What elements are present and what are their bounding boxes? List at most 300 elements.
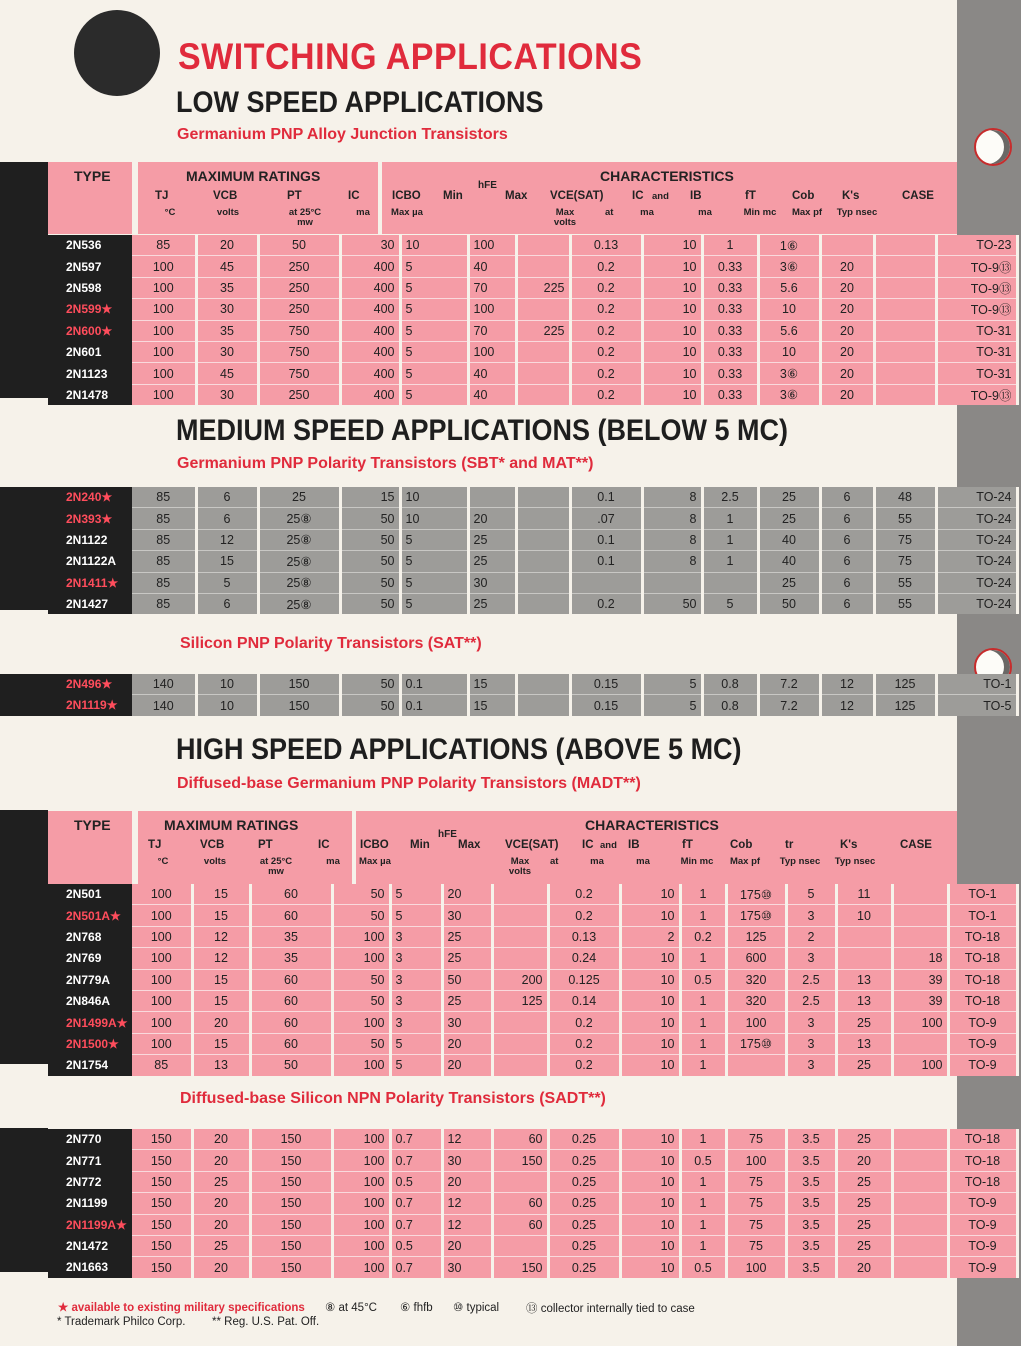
table-cell: 5 — [390, 1055, 442, 1076]
table-cell: 100 — [332, 1012, 390, 1033]
table-cell — [492, 1012, 548, 1033]
table-cell: 50 — [340, 572, 400, 593]
table-cell: 50 — [332, 884, 390, 905]
table-cell — [874, 235, 936, 256]
table-cell: 1 — [680, 1214, 726, 1235]
table-cell: 55 — [874, 508, 936, 529]
hfe_max-label: Max — [458, 839, 481, 851]
table-cell: TO-31 — [936, 363, 1017, 384]
table-cell: 0.1 — [570, 529, 642, 550]
table-cell: 100 — [332, 926, 390, 947]
table-cell: 20 — [442, 1033, 492, 1054]
table-cell — [492, 1171, 548, 1192]
table-cell: 10 — [620, 1055, 680, 1076]
table-cell: 100 — [132, 363, 196, 384]
ic-unit-label: ma — [356, 207, 370, 218]
medium-speed-heading: MEDIUM SPEED APPLICATIONS (BELOW 5 MC) — [176, 414, 789, 447]
table-cell: 7.2 — [758, 674, 820, 695]
table-cell: 85 — [132, 551, 196, 572]
table-cell: 2 — [620, 926, 680, 947]
table-cell: 50 — [250, 1055, 332, 1076]
table-cell: 85 — [132, 1055, 192, 1076]
table-cell: 6 — [820, 593, 874, 614]
table-row — [48, 487, 1017, 508]
table-cell: 0.33 — [702, 320, 758, 341]
table-cell: 0.25 — [548, 1193, 620, 1214]
table-cell: 25 — [192, 1235, 250, 1256]
table-cell: 10 — [836, 905, 892, 926]
table-cell: 0.13 — [570, 235, 642, 256]
table-cell: 1 — [680, 1129, 726, 1150]
table-cell: 3⑥ — [758, 363, 820, 384]
table-cell: 5 — [642, 695, 702, 716]
table-cell: 3 — [390, 948, 442, 969]
table-cell: TO-9 — [948, 1235, 1017, 1256]
table-cell: 10 — [620, 1235, 680, 1256]
ks-unit-label: Typ nsec — [834, 856, 876, 867]
pt-label: PT — [258, 839, 273, 851]
table-cell: 10 — [642, 320, 702, 341]
table-cell: TO-1 — [948, 884, 1017, 905]
table-cell: TO-9⑬ — [936, 299, 1017, 320]
table-cell — [516, 487, 570, 508]
table-cell: 12 — [442, 1193, 492, 1214]
table-cell: 25 — [836, 1012, 892, 1033]
table-cell: 10 — [758, 299, 820, 320]
table-cell: 20 — [820, 363, 874, 384]
table-row — [48, 884, 1017, 905]
type-cell: 2N770 — [48, 1129, 132, 1150]
table-cell: 3⑥ — [758, 384, 820, 405]
table-cell: 0.2 — [570, 256, 642, 277]
table-row — [48, 1235, 1017, 1256]
table-cell: 0.2 — [570, 320, 642, 341]
tr-label: tr — [785, 839, 794, 851]
table-cell — [516, 384, 570, 405]
footnote-registered: ** Reg. U.S. Pat. Off. — [212, 1316, 320, 1328]
table-cell: 150 — [250, 1171, 332, 1192]
table-cell: 3.5 — [786, 1193, 836, 1214]
table-cell: 60 — [250, 1033, 332, 1054]
table-cell: 150 — [132, 1257, 192, 1278]
table-cell: 25⑧ — [258, 551, 340, 572]
table-row — [48, 1129, 1017, 1150]
table-cell — [874, 277, 936, 298]
table-cell: 5 — [400, 551, 468, 572]
table-cell: 20 — [820, 256, 874, 277]
table-cell: 40 — [758, 551, 820, 572]
ib-label: IB — [628, 839, 640, 851]
table-cell: 1 — [702, 235, 758, 256]
table-cell: 20 — [192, 1012, 250, 1033]
table-cell: 0.2 — [570, 384, 642, 405]
table-cell: 39 — [892, 990, 948, 1011]
table-cell: 25 — [836, 1235, 892, 1256]
table-cell: 0.7 — [390, 1214, 442, 1235]
table-row — [48, 572, 1017, 593]
table-cell — [570, 572, 642, 593]
table-cell: 150 — [258, 695, 340, 716]
table-cell: 0.2 — [548, 905, 620, 926]
table-cell: 25 — [758, 508, 820, 529]
table-cell: 20 — [196, 235, 258, 256]
table-cell: 150 — [250, 1129, 332, 1150]
table-cell: 400 — [340, 320, 400, 341]
left-bar — [0, 674, 48, 716]
table-cell: 3 — [786, 948, 836, 969]
table-row — [48, 1055, 1017, 1076]
type-cell: 2N1499A★ — [48, 1012, 132, 1033]
table-cell: 0.8 — [702, 674, 758, 695]
vce-unit-label: Max volts — [553, 207, 577, 228]
type-cell: 2N601 — [48, 341, 132, 362]
ks-unit-label: Typ nsec — [836, 207, 878, 218]
ratings-header: MAXIMUM RATINGS — [164, 817, 299, 833]
type-cell: 2N779A — [48, 969, 132, 990]
table-cell: 45 — [196, 363, 258, 384]
table-cell: 50 — [340, 529, 400, 550]
table-cell — [892, 1257, 948, 1278]
table-cell: 150 — [132, 1171, 192, 1192]
table-row — [48, 905, 1017, 926]
table-cell: 1 — [680, 990, 726, 1011]
table-cell: 15 — [192, 969, 250, 990]
table-cell: 3.5 — [786, 1235, 836, 1256]
table-cell: 125 — [874, 674, 936, 695]
icbo-label: ICBO — [360, 839, 389, 851]
table-cell — [836, 926, 892, 947]
table-row — [48, 926, 1017, 947]
table-cell: 0.7 — [390, 1129, 442, 1150]
table-cell: 50 — [758, 593, 820, 614]
table-cell — [516, 593, 570, 614]
table-cell: 0.1 — [570, 551, 642, 572]
table-cell — [516, 695, 570, 716]
table-cell: 0.1 — [400, 695, 468, 716]
table-cell: 25⑧ — [258, 593, 340, 614]
table-cell: 75 — [726, 1129, 786, 1150]
table-cell: TO-24 — [936, 487, 1017, 508]
table-cell — [492, 905, 548, 926]
table-cell: 1 — [680, 1193, 726, 1214]
table-cell: 150 — [250, 1235, 332, 1256]
type-cell: 2N240★ — [48, 487, 132, 508]
left-bar — [0, 162, 48, 398]
table-row — [48, 593, 1017, 614]
table-cell: TO-9 — [948, 1257, 1017, 1278]
table-cell: 50 — [340, 508, 400, 529]
table-cell — [874, 341, 936, 362]
table-row — [48, 674, 1017, 695]
table-cell: 10 — [400, 487, 468, 508]
table-row — [48, 529, 1017, 550]
table-cell: 10 — [620, 990, 680, 1011]
vcb-unit-label: volts — [203, 856, 227, 867]
table-cell: 140 — [132, 695, 196, 716]
vcb-label: VCB — [213, 190, 238, 202]
table-cell: 0.25 — [548, 1150, 620, 1171]
table-cell: 0.2 — [548, 884, 620, 905]
cob-label: Cob — [792, 190, 815, 202]
table-cell: 1 — [680, 1033, 726, 1054]
table-cell — [726, 1055, 786, 1076]
table-cell: 60 — [250, 905, 332, 926]
type-cell: 2N393★ — [48, 508, 132, 529]
table-cell: 8 — [642, 508, 702, 529]
table-cell: 100 — [132, 1012, 192, 1033]
table-cell: 25 — [836, 1129, 892, 1150]
table-cell: 100 — [332, 948, 390, 969]
table-cell: 5 — [400, 363, 468, 384]
table-cell: TO-24 — [936, 572, 1017, 593]
table-cell: TO-9 — [948, 1012, 1017, 1033]
table-cell — [516, 256, 570, 277]
table-cell: 20 — [192, 1129, 250, 1150]
table-cell: 3 — [390, 1012, 442, 1033]
table-cell — [874, 384, 936, 405]
table-row — [48, 1257, 1017, 1278]
table-cell: 400 — [340, 277, 400, 298]
table-cell: 0.2 — [570, 593, 642, 614]
table-cell: 25 — [468, 551, 516, 572]
type-cell: 2N1119★ — [48, 695, 132, 716]
footnote-13: ⑬ collector internally tied to case — [526, 1303, 695, 1315]
table-cell: TO-24 — [936, 529, 1017, 550]
table-cell: 0.25 — [548, 1235, 620, 1256]
table-cell: 45 — [196, 256, 258, 277]
hfe_min-label: Min — [410, 839, 430, 851]
table-cell: 30 — [340, 235, 400, 256]
table-cell: 100 — [726, 1150, 786, 1171]
table-cell: TO-9⑬ — [936, 277, 1017, 298]
table-cell: 5 — [642, 674, 702, 695]
table-cell — [836, 948, 892, 969]
hfe-group-label: hFE — [438, 829, 457, 840]
table-cell — [820, 235, 874, 256]
table-cell: 0.7 — [390, 1150, 442, 1171]
table-cell — [516, 341, 570, 362]
type-cell: 2N1199A★ — [48, 1214, 132, 1235]
table-cell: 13 — [836, 990, 892, 1011]
table-cell: 150 — [250, 1150, 332, 1171]
table-cell: 1 — [680, 1012, 726, 1033]
table-row — [48, 384, 1017, 405]
icbo-unit-label: Max µa — [359, 856, 391, 867]
table-cell: 12 — [192, 926, 250, 947]
table-cell: 12 — [442, 1129, 492, 1150]
table-cell: 50 — [258, 235, 340, 256]
table-cell: 150 — [492, 1257, 548, 1278]
table-cell: 2.5 — [702, 487, 758, 508]
table-cell: 75 — [874, 551, 936, 572]
table-cell: 8 — [642, 487, 702, 508]
table-row — [48, 990, 1017, 1011]
type-cell: 2N1199 — [48, 1193, 132, 1214]
table-cell: 50 — [340, 593, 400, 614]
table-cell — [874, 299, 936, 320]
table-cell: 25 — [258, 487, 340, 508]
table-cell: 5 — [786, 884, 836, 905]
table-row — [48, 320, 1017, 341]
table-cell: 6 — [820, 508, 874, 529]
vce-label: VCE(SAT) — [505, 839, 559, 851]
table-cell: 10 — [620, 884, 680, 905]
table-cell: 13 — [836, 1033, 892, 1054]
type-cell: 2N600★ — [48, 320, 132, 341]
table-cell: 75 — [726, 1171, 786, 1192]
table-cell — [892, 1171, 948, 1192]
hfe-group-label: hFE — [478, 180, 497, 191]
table-cell: TO-24 — [936, 593, 1017, 614]
table-cell: 3 — [786, 1055, 836, 1076]
table-cell: 25 — [192, 1171, 250, 1192]
icbo-label: ICBO — [392, 190, 421, 202]
table-cell: 1 — [702, 551, 758, 572]
table-cell — [516, 299, 570, 320]
table-cell — [892, 1214, 948, 1235]
type-cell: 2N1427 — [48, 593, 132, 614]
table-cell: 48 — [874, 487, 936, 508]
table-cell: 0.2 — [570, 299, 642, 320]
footnote-10: ⑩ typical — [453, 1302, 500, 1314]
ft-unit-label: Min mc — [680, 856, 714, 867]
vcb-label: VCB — [200, 839, 225, 851]
table-cell: 20 — [836, 1257, 892, 1278]
table-cell: 100 — [332, 1193, 390, 1214]
table-cell — [492, 926, 548, 947]
table-cell: 150 — [132, 1235, 192, 1256]
table-cell: 175⑩ — [726, 1033, 786, 1054]
table-cell: 1 — [702, 529, 758, 550]
table-cell: 250 — [258, 299, 340, 320]
table-row — [48, 1193, 1017, 1214]
table-cell: 320 — [726, 990, 786, 1011]
table-cell: 10 — [620, 969, 680, 990]
table-row — [48, 969, 1017, 990]
ft-label: fT — [745, 190, 756, 202]
table-cell: 40 — [468, 363, 516, 384]
table-cell: TO-18 — [948, 969, 1017, 990]
tj-unit-label: °C — [164, 207, 176, 218]
table-cell: 600 — [726, 948, 786, 969]
table-cell: 15 — [196, 551, 258, 572]
tr-unit-label: Typ nsec — [779, 856, 821, 867]
table-cell: 100 — [132, 299, 196, 320]
table-cell: TO-5 — [936, 695, 1017, 716]
table-cell: 3 — [786, 1033, 836, 1054]
table-cell — [516, 572, 570, 593]
table-cell: 50 — [332, 990, 390, 1011]
table-cell: 0.25 — [548, 1171, 620, 1192]
table-cell: 100 — [132, 277, 196, 298]
table-cell: 10 — [620, 1150, 680, 1171]
table-cell: 1 — [680, 948, 726, 969]
table-cell: 25 — [836, 1055, 892, 1076]
table-cell: 5 — [400, 341, 468, 362]
table-cell: 0.5 — [680, 1150, 726, 1171]
table-cell: 5.6 — [758, 320, 820, 341]
table-cell: 75 — [726, 1235, 786, 1256]
table-cell: 0.2 — [570, 341, 642, 362]
pt-label: PT — [287, 190, 302, 202]
pt-unit-label: at 25°C mw — [288, 207, 322, 228]
table-cell: 5 — [400, 256, 468, 277]
table-cell: 6 — [820, 572, 874, 593]
table-cell: 5 — [400, 593, 468, 614]
table-cell: 125 — [492, 990, 548, 1011]
table-cell: 125 — [874, 695, 936, 716]
table-row — [48, 948, 1017, 969]
table-cell: 50 — [340, 674, 400, 695]
ib-unit-label: ma — [636, 856, 650, 867]
table-cell: 100 — [468, 341, 516, 362]
table-cell: 100 — [132, 320, 196, 341]
table-cell: 1 — [680, 905, 726, 926]
table-cell: 10 — [642, 341, 702, 362]
table-cell: 10 — [196, 674, 258, 695]
table-cell: 0.25 — [548, 1129, 620, 1150]
and-label: and — [652, 191, 669, 202]
table-cell: 5 — [400, 299, 468, 320]
table-cell: 20 — [836, 1150, 892, 1171]
table-cell: 5 — [702, 593, 758, 614]
table-cell: 60 — [492, 1214, 548, 1235]
table-cell: 20 — [442, 1235, 492, 1256]
silicon-npn-table — [48, 1129, 1019, 1278]
table-cell: 10 — [620, 948, 680, 969]
table-cell: 5 — [400, 384, 468, 405]
table-cell: 0.125 — [548, 969, 620, 990]
table-cell: 6 — [196, 487, 258, 508]
footnote-trademark: * Trademark Philco Corp. — [57, 1316, 186, 1328]
table-cell: TO-31 — [936, 341, 1017, 362]
table-cell: 3 — [786, 1012, 836, 1033]
table-cell: 25⑧ — [258, 529, 340, 550]
table-cell: 5 — [400, 320, 468, 341]
table-cell: 1 — [680, 1171, 726, 1192]
table-cell: TO-9 — [948, 1193, 1017, 1214]
table-cell: TO-9 — [948, 1055, 1017, 1076]
table-cell — [516, 235, 570, 256]
table-row — [48, 341, 1017, 362]
table-cell: 15 — [192, 905, 250, 926]
cob-label: Cob — [730, 839, 753, 851]
pt-unit-label: at 25°C mw — [259, 856, 293, 877]
table-row — [48, 551, 1017, 572]
table-cell: TO-18 — [948, 1129, 1017, 1150]
ks-label: K's — [842, 190, 860, 202]
tj-label: TJ — [148, 839, 162, 851]
table-cell: 70 — [468, 320, 516, 341]
table-cell: 100 — [332, 1055, 390, 1076]
table-row — [48, 299, 1017, 320]
table-cell: 3.5 — [786, 1150, 836, 1171]
table-cell: 175⑩ — [726, 884, 786, 905]
table-cell — [874, 256, 936, 277]
table-cell: 10 — [400, 235, 468, 256]
table-cell: TO-18 — [948, 948, 1017, 969]
table-cell: 25 — [758, 572, 820, 593]
table-cell: TO-24 — [936, 551, 1017, 572]
table-cell: 10 — [620, 1033, 680, 1054]
table-cell — [892, 1150, 948, 1171]
table-cell: 0.7 — [390, 1257, 442, 1278]
table-cell: 6 — [820, 529, 874, 550]
table-cell: 100 — [132, 341, 196, 362]
table-cell: 20 — [442, 884, 492, 905]
table-cell: 55 — [874, 572, 936, 593]
at-label: at — [605, 207, 614, 218]
